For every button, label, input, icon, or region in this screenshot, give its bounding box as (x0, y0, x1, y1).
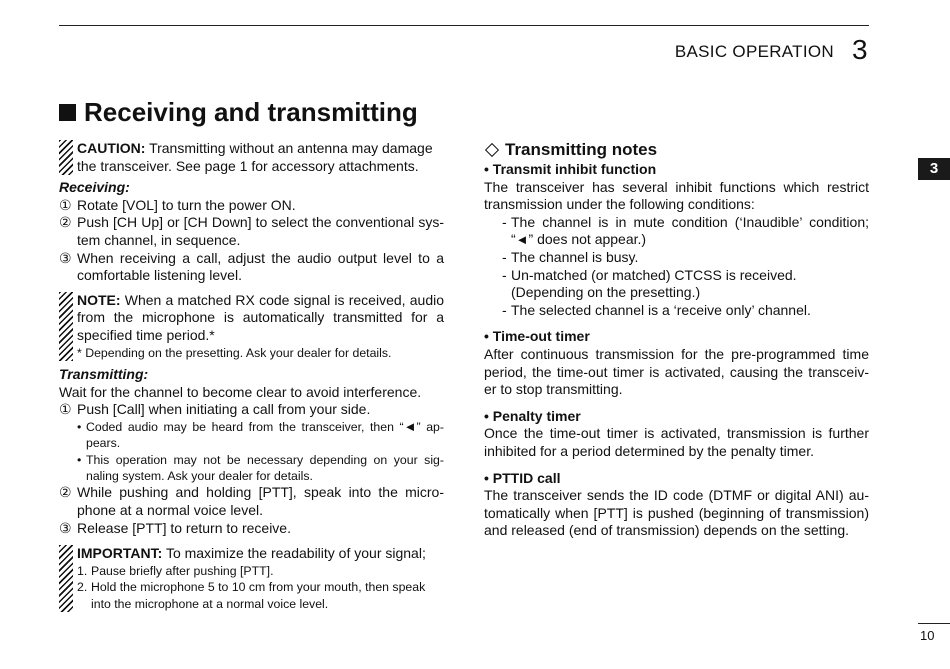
top-rule (59, 25, 869, 26)
right-column (484, 140, 869, 540)
transmitting-heading: Transmitting: (59, 365, 149, 382)
note-footnote: * Depending on the presetting. Ask your dealer for details. (77, 345, 392, 360)
inhibit-condition-3: - Un-matched (or matched) CTCSS is received. (Depending on the presetting.) (502, 266, 797, 301)
chapter-number: 3 (852, 34, 868, 65)
speaker-icon: ◄ (403, 418, 417, 434)
important-item-1: 1. Pause briefly after pushing [PTT]. (77, 563, 274, 578)
step1-bullet-1: • Coded audio may be heard from the transceiver, then “◄” ap- pears. (77, 418, 444, 451)
caution-hatch-icon (59, 140, 73, 175)
receiving-heading: Receiving: (59, 179, 130, 196)
caution-block (59, 140, 444, 175)
speaker-icon: ◄ (515, 232, 529, 248)
penalty-title: • Penalty timer (484, 407, 581, 424)
penalty-text: Once the time-out timer is activated, transmission is further inhibited for a period determined by the penalty timer. (484, 425, 869, 459)
note-hatch-icon (59, 292, 73, 361)
important-block (59, 545, 444, 612)
transmitting-notes-heading: Transmitting notes (484, 140, 869, 160)
receiving-step-3: ③ When receiving a call, adjust the audio output level to a comfortable listening level. (59, 249, 444, 284)
note-text: When a matched RX code signal is received, audio from the microphone is automatically transmitted for a specified time period.* (77, 291, 444, 343)
pttid-text: The transceiver sends the ID code (DTMF or digital ANI) au- tomatically when [PTT] is pushed (beginning of transmission) and released (end of transmission) depends on the setting. (484, 487, 869, 539)
section-title-text: Receiving and transmitting (84, 97, 418, 127)
inhibit-text: The transceiver has several inhibit functions which restrict transmission under the following conditions: (484, 178, 869, 213)
inhibit-title: • Transmit inhibit function (484, 161, 657, 177)
timeout-text: After continuous transmission for the pre-programmed time period, the time-out timer is activated, causing the transceiv- er to stop transmitting. (484, 345, 869, 398)
diamond-icon (485, 143, 499, 157)
chapter-title: BASIC OPERATION (674, 42, 834, 61)
important-item-2: 2. Hold the microphone 5 to 10 cm from your mouth, then speak into the microphone at a normal voice level. (77, 580, 426, 611)
receiving-step-2: ② Push [CH Up] or [CH Down] to select the conventional sys- tem channel, in sequence. (59, 214, 444, 248)
transmitting-intro: Wait for the channel to become clear to avoid interference. (59, 383, 422, 400)
transmitting-step-3: ③ Release [PTT] to return to receive. (59, 519, 291, 536)
transmitting-step-1: ① Push [Call] when initiating a call from your side. (59, 401, 371, 418)
page-number: 10 (920, 628, 935, 643)
transmitting-step-2: ② While pushing and holding [PTT], speak into the micro- phone at a normal voice level. (59, 484, 444, 518)
note-block (59, 292, 444, 361)
step1-bullet-2: • This operation may not be necessary depending on your sig- naling system. Ask your dealer for details. (77, 452, 444, 483)
caution-label: CAUTION: (77, 140, 146, 156)
left-column (59, 140, 444, 612)
important-text: To maximize the readability of your signal; (165, 545, 426, 562)
important-label: IMPORTANT: (77, 545, 163, 562)
note-label: NOTE: (77, 291, 121, 308)
caution-text: Transmitting without an antenna may damage the transceiver. See page 1 for accessory attachments. (77, 140, 433, 174)
timeout-title: • Time-out timer (484, 328, 590, 345)
pttid-title: • PTTID call (484, 469, 561, 486)
chapter-side-tab: 3 (918, 158, 950, 180)
inhibit-condition-4: - The selected channel is a ‘receive only’ channel. (502, 301, 811, 318)
inhibit-condition-2: - The channel is busy. (502, 248, 639, 265)
bottom-rule (918, 623, 950, 624)
important-hatch-icon (59, 545, 73, 612)
receiving-step-1: ① Rotate [VOL] to turn the power ON. (59, 196, 296, 213)
inhibit-condition-1: - The channel is in mute condition (‘Inaudible’ condition; “◄” does not appear.) (502, 213, 869, 248)
section-title (59, 97, 418, 128)
black-square-icon (59, 104, 76, 121)
